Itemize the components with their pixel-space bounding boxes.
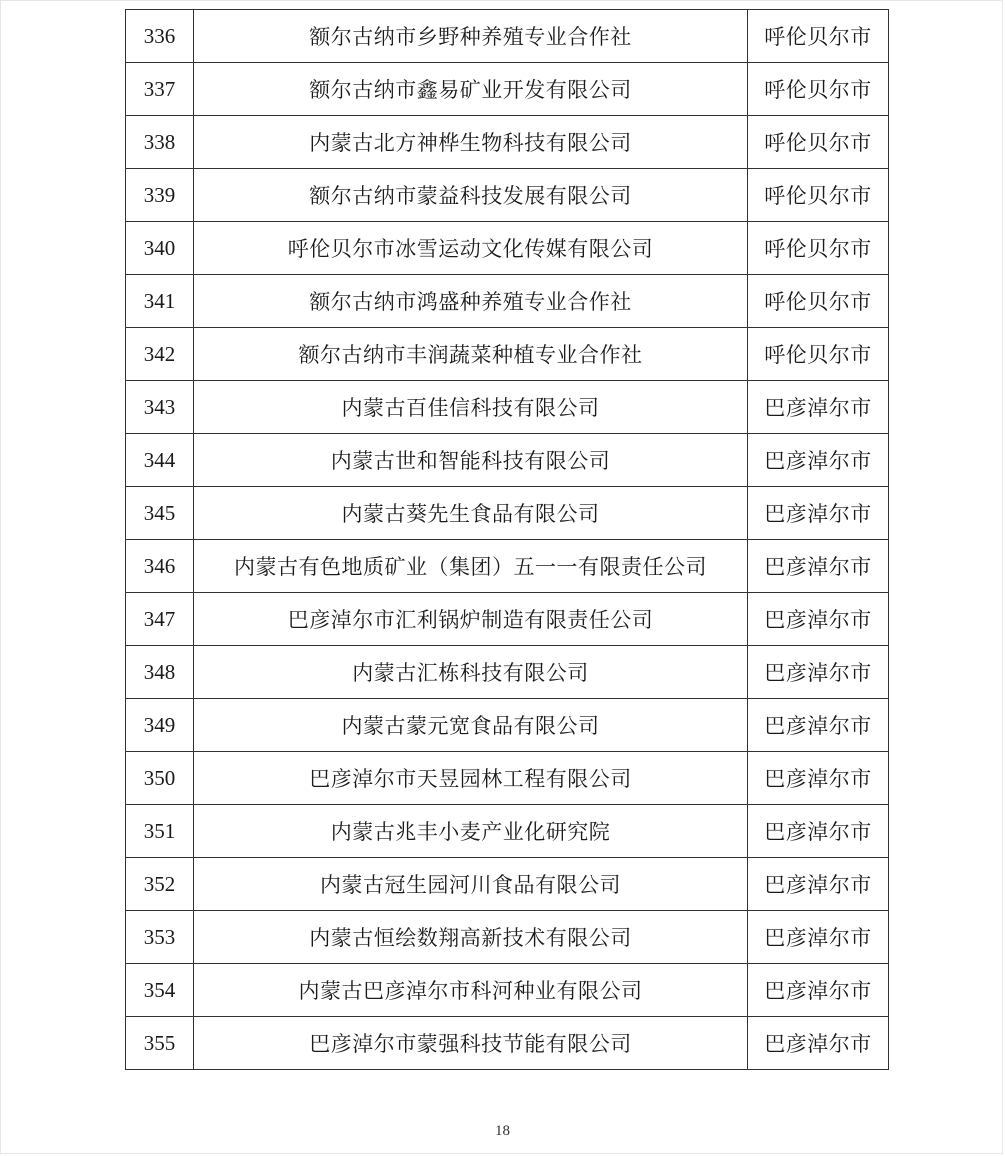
region-cell: 巴彦淖尔市 (748, 858, 889, 911)
table-row (126, 540, 889, 593)
table-row (126, 911, 889, 964)
table-row (126, 487, 889, 540)
region-cell: 巴彦淖尔市 (748, 1017, 889, 1070)
table-row (126, 116, 889, 169)
table-row (126, 275, 889, 328)
row-number-cell: 351 (126, 805, 194, 858)
table-row (126, 858, 889, 911)
company-name-cell: 巴彦淖尔市汇利锅炉制造有限责任公司 (194, 593, 748, 646)
table-row (126, 434, 889, 487)
region-cell: 呼伦贝尔市 (748, 275, 889, 328)
table-row (126, 805, 889, 858)
row-number-cell: 348 (126, 646, 194, 699)
table-row (126, 699, 889, 752)
row-number-cell: 353 (126, 911, 194, 964)
row-number-cell: 354 (126, 964, 194, 1017)
page-number: 18 (495, 1123, 510, 1139)
company-list-table (125, 9, 889, 1070)
region-cell: 巴彦淖尔市 (748, 540, 889, 593)
company-name-cell: 呼伦贝尔市冰雪运动文化传媒有限公司 (194, 222, 748, 275)
region-cell: 呼伦贝尔市 (748, 328, 889, 381)
region-cell: 巴彦淖尔市 (748, 487, 889, 540)
table-row (126, 381, 889, 434)
company-name-cell: 内蒙古兆丰小麦产业化研究院 (194, 805, 748, 858)
row-number-cell: 347 (126, 593, 194, 646)
region-cell: 呼伦贝尔市 (748, 10, 889, 63)
company-name-cell: 额尔古纳市鸿盛种养殖专业合作社 (194, 275, 748, 328)
table-row (126, 63, 889, 116)
row-number-cell: 345 (126, 487, 194, 540)
table-row (126, 646, 889, 699)
row-number-cell: 343 (126, 381, 194, 434)
region-cell: 呼伦贝尔市 (748, 169, 889, 222)
company-name-cell: 额尔古纳市丰润蔬菜种植专业合作社 (194, 328, 748, 381)
company-name-cell: 内蒙古恒绘数翔高新技术有限公司 (194, 911, 748, 964)
region-cell: 巴彦淖尔市 (748, 699, 889, 752)
region-cell: 巴彦淖尔市 (748, 805, 889, 858)
company-name-cell: 内蒙古百佳信科技有限公司 (194, 381, 748, 434)
row-number-cell: 336 (126, 10, 194, 63)
company-name-cell: 额尔古纳市鑫易矿业开发有限公司 (194, 63, 748, 116)
company-name-cell: 内蒙古蒙元宽食品有限公司 (194, 699, 748, 752)
row-number-cell: 342 (126, 328, 194, 381)
company-name-cell: 额尔古纳市乡野种养殖专业合作社 (194, 10, 748, 63)
region-cell: 巴彦淖尔市 (748, 911, 889, 964)
company-name-cell: 内蒙古汇栋科技有限公司 (194, 646, 748, 699)
region-cell: 呼伦贝尔市 (748, 63, 889, 116)
table-row (126, 328, 889, 381)
region-cell: 呼伦贝尔市 (748, 222, 889, 275)
company-name-cell: 内蒙古有色地质矿业（集团）五一一有限责任公司 (194, 540, 748, 593)
company-name-cell: 额尔古纳市蒙益科技发展有限公司 (194, 169, 748, 222)
region-cell: 巴彦淖尔市 (748, 593, 889, 646)
company-name-cell: 巴彦淖尔市天昱园林工程有限公司 (194, 752, 748, 805)
table-row (126, 10, 889, 63)
region-cell: 巴彦淖尔市 (748, 752, 889, 805)
row-number-cell: 346 (126, 540, 194, 593)
table-row (126, 593, 889, 646)
row-number-cell: 338 (126, 116, 194, 169)
table-row (126, 222, 889, 275)
row-number-cell: 344 (126, 434, 194, 487)
table-row (126, 964, 889, 1017)
row-number-cell: 355 (126, 1017, 194, 1070)
company-name-cell: 内蒙古冠生园河川食品有限公司 (194, 858, 748, 911)
company-name-cell: 巴彦淖尔市蒙强科技节能有限公司 (194, 1017, 748, 1070)
row-number-cell: 340 (126, 222, 194, 275)
table-body (126, 10, 889, 1070)
row-number-cell: 339 (126, 169, 194, 222)
row-number-cell: 341 (126, 275, 194, 328)
region-cell: 巴彦淖尔市 (748, 381, 889, 434)
row-number-cell: 337 (126, 63, 194, 116)
region-cell: 巴彦淖尔市 (748, 646, 889, 699)
row-number-cell: 350 (126, 752, 194, 805)
company-name-cell: 内蒙古世和智能科技有限公司 (194, 434, 748, 487)
company-name-cell: 内蒙古北方神桦生物科技有限公司 (194, 116, 748, 169)
company-name-cell: 内蒙古巴彦淖尔市科河种业有限公司 (194, 964, 748, 1017)
table-row (126, 169, 889, 222)
row-number-cell: 349 (126, 699, 194, 752)
region-cell: 巴彦淖尔市 (748, 434, 889, 487)
table-row (126, 752, 889, 805)
region-cell: 呼伦贝尔市 (748, 116, 889, 169)
region-cell: 巴彦淖尔市 (748, 964, 889, 1017)
row-number-cell: 352 (126, 858, 194, 911)
company-name-cell: 内蒙古葵先生食品有限公司 (194, 487, 748, 540)
table-row (126, 1017, 889, 1070)
